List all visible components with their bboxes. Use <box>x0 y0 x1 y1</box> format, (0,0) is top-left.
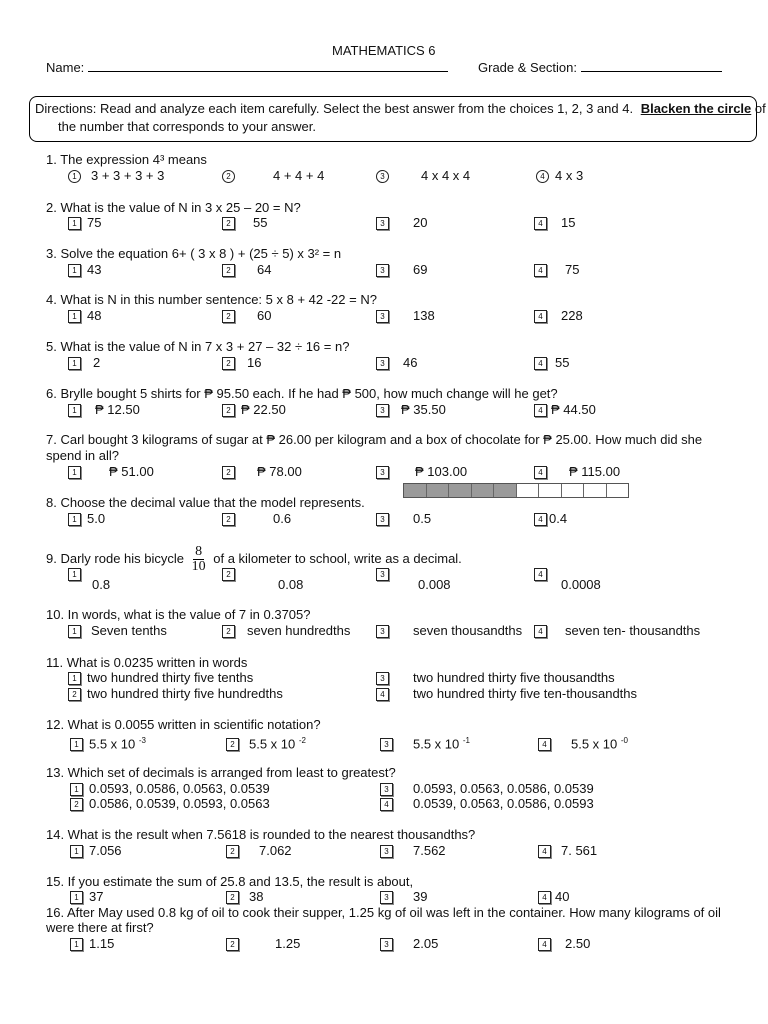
q8-option-3[interactable] <box>376 511 431 527</box>
question-4: 4. What is N in this number sentence: 5 x 8 + 42 -22 = N? <box>46 292 377 307</box>
name-blank[interactable] <box>88 59 448 72</box>
q9-option-4-text: 0.0008 <box>561 577 601 592</box>
option-text: 46 <box>403 355 418 370</box>
directions-text-after: of <box>754 101 766 116</box>
option-text: Seven tenths <box>91 623 167 638</box>
option-text: 5.5 x 10 <box>249 736 296 752</box>
option-box-icon[interactable]: 3 <box>376 625 389 638</box>
option-text: 1.25 <box>275 936 301 951</box>
directions-text: Directions: Read and analyze each item carefully. Select the best answer from the choices 1, 2, 3 and 4. <box>35 101 634 116</box>
option-text: two hundred thirty five hundredths <box>87 686 283 701</box>
option-box-icon[interactable]: 1 <box>68 357 81 370</box>
q3-option-3[interactable] <box>376 262 427 278</box>
option-box-icon[interactable]: 4 <box>380 798 393 811</box>
option-text: 1.15 <box>89 936 115 951</box>
grade-section-blank[interactable] <box>581 59 722 72</box>
option-text: 55 <box>555 355 570 370</box>
model-cell <box>472 484 495 497</box>
name-field[interactable] <box>46 59 448 76</box>
fraction-numerator: 8 <box>195 544 203 560</box>
q16-option-3[interactable] <box>380 936 438 952</box>
option-text: seven ten- thousandths <box>565 623 701 638</box>
option-box-icon[interactable]: 2 <box>222 357 235 370</box>
option-box-icon[interactable]: 3 <box>376 264 389 277</box>
q9-option-4[interactable] <box>534 566 553 582</box>
q12-option-4[interactable] <box>538 733 628 752</box>
q11-option-3[interactable] <box>376 670 615 686</box>
option-text: two hundred thirty five ten-thousandths <box>413 686 638 701</box>
option-text: 5.5 x 10 <box>89 736 136 752</box>
option-exponent: -2 <box>298 736 307 745</box>
q6-option-3[interactable] <box>376 402 446 418</box>
q10-option-1[interactable] <box>68 623 167 639</box>
option-text: 16 <box>247 355 262 370</box>
q4-option-3[interactable] <box>376 308 435 324</box>
model-cell <box>607 484 629 497</box>
option-text: ₱ 103.00 <box>415 464 468 479</box>
q11-option-4[interactable] <box>376 686 637 702</box>
option-text: ₱ 44.50 <box>551 402 596 417</box>
model-cell <box>494 484 517 497</box>
option-box-icon[interactable]: 2 <box>70 798 83 811</box>
option-box-icon[interactable]: 2 <box>222 310 235 323</box>
option-box-icon[interactable]: 4 <box>538 738 551 751</box>
q5-option-3[interactable] <box>376 355 417 371</box>
q5-option-2[interactable] <box>222 355 261 371</box>
option-text: ₱ 78.00 <box>257 464 302 479</box>
q3-option-2[interactable] <box>222 262 271 278</box>
question-16-line-2: were there at first? <box>46 920 154 935</box>
option-text: 7.056 <box>89 843 122 858</box>
option-text: 7. 561 <box>561 843 598 858</box>
q8-option-1[interactable] <box>68 511 105 527</box>
q1-option-1[interactable] <box>68 168 164 184</box>
option-text: 0.0539, 0.0563, 0.0586, 0.0593 <box>413 796 594 811</box>
q7-option-4[interactable] <box>534 464 620 480</box>
option-box-icon[interactable]: 4 <box>376 688 389 701</box>
option-box-icon[interactable]: 1 <box>68 217 81 230</box>
q1-option-2[interactable] <box>222 168 324 184</box>
option-text: 69 <box>413 262 428 277</box>
option-text: 5.5 x 10 <box>413 736 460 752</box>
question-7-line-1: 7. Carl bought 3 kilograms of sugar at ₱ 26.00 per kilogram and a box of chocolate for ₱ 25.00. How much did she <box>46 432 703 447</box>
model-cell <box>427 484 450 497</box>
option-text: 7.062 <box>259 843 292 858</box>
option-text: 138 <box>413 308 435 323</box>
option-box-icon[interactable]: 1 <box>68 672 81 685</box>
option-box-icon[interactable]: 1 <box>70 845 83 858</box>
option-text: 55 <box>253 215 268 230</box>
directions-emphasis: Blacken the circle <box>640 101 752 116</box>
option-text: 37 <box>89 889 104 904</box>
option-text: 64 <box>257 262 272 277</box>
question-1: 1. The expression 4³ means <box>46 152 207 167</box>
directions-line-1 <box>35 101 766 117</box>
q15-option-2[interactable] <box>226 889 263 905</box>
option-text: 75 <box>565 262 580 277</box>
model-cell <box>584 484 607 497</box>
option-circle-icon[interactable]: 1 <box>68 170 81 183</box>
q13-option-1[interactable] <box>70 781 270 797</box>
q6-option-1[interactable] <box>68 402 140 418</box>
q5-option-4[interactable] <box>534 355 569 371</box>
option-box-icon[interactable]: 3 <box>376 672 389 685</box>
q8-option-2[interactable] <box>222 511 291 527</box>
question-5: 5. What is the value of N in 7 x 3 + 27 – 32 ÷ 16 = n? <box>46 339 350 354</box>
question-7-line-2: spend in all? <box>46 448 119 463</box>
option-circle-icon[interactable]: 4 <box>536 170 549 183</box>
q12-option-3[interactable] <box>380 733 470 752</box>
option-box-icon[interactable]: 1 <box>68 264 81 277</box>
question-text-after: of a kilometer to school, write as a decimal. <box>213 551 462 566</box>
q13-option-4[interactable] <box>380 796 594 812</box>
q16-option-1[interactable] <box>70 936 114 952</box>
grade-section-label: Grade & Section: <box>478 60 577 75</box>
option-circle-icon[interactable]: 3 <box>376 170 389 183</box>
q10-option-2[interactable] <box>222 623 350 639</box>
option-box-icon[interactable]: 2 <box>222 625 235 638</box>
q3-option-4[interactable] <box>534 262 579 278</box>
q6-option-2[interactable] <box>222 402 286 418</box>
option-box-icon[interactable]: 2 <box>222 264 235 277</box>
q13-option-2[interactable] <box>70 796 270 812</box>
option-box-icon[interactable]: 3 <box>376 466 389 479</box>
option-text: 60 <box>257 308 272 323</box>
q7-option-1[interactable] <box>68 464 154 480</box>
q9-option-1[interactable] <box>68 566 87 582</box>
option-text: ₱ 22.50 <box>241 402 286 417</box>
q7-option-2[interactable] <box>222 464 302 480</box>
q7-option-3[interactable] <box>376 464 467 480</box>
question-9 <box>46 543 462 575</box>
option-box-icon[interactable]: 4 <box>538 845 551 858</box>
option-box-icon[interactable]: 3 <box>376 357 389 370</box>
option-text: 20 <box>413 215 428 230</box>
option-box-icon[interactable]: 4 <box>534 264 547 277</box>
option-text: 0.0593, 0.0586, 0.0563, 0.0539 <box>89 781 270 796</box>
option-box-icon[interactable]: 4 <box>534 357 547 370</box>
q3-option-1[interactable] <box>68 262 101 278</box>
question-6: 6. Brylle bought 5 shirts for ₱ 95.50 each. If he had ₱ 500, how much change will he get? <box>46 386 558 401</box>
q1-option-4[interactable] <box>536 168 583 184</box>
q11-option-1[interactable] <box>68 670 253 686</box>
option-text: 0.0586, 0.0539, 0.0593, 0.0563 <box>89 796 270 811</box>
q5-option-1[interactable] <box>68 355 100 371</box>
grade-section-field[interactable] <box>478 59 722 76</box>
option-text: 0.0593, 0.0563, 0.0586, 0.0539 <box>413 781 594 796</box>
q16-option-2[interactable] <box>226 936 300 952</box>
q8-option-4[interactable] <box>534 511 567 527</box>
option-box-icon[interactable]: 2 <box>222 404 235 417</box>
fraction <box>192 545 206 574</box>
option-box-icon[interactable]: 2 <box>226 845 239 858</box>
model-cell <box>517 484 540 497</box>
option-text: 4 x 4 x 4 <box>421 168 471 183</box>
model-cell <box>562 484 585 497</box>
question-3 <box>46 246 341 262</box>
option-text: 2.05 <box>413 936 439 951</box>
option-text: 5.0 <box>87 511 106 526</box>
q4-option-1[interactable] <box>68 308 101 324</box>
question-text: 9. Darly rode his bicycle <box>46 551 184 566</box>
option-box-icon[interactable]: 1 <box>68 466 81 479</box>
q6-option-4[interactable] <box>534 402 596 418</box>
option-text: 0.5 <box>413 511 432 526</box>
directions-line-2: the number that corresponds to your answer. <box>58 119 316 134</box>
option-box-icon[interactable]: 2 <box>222 568 235 581</box>
option-box-icon[interactable]: 2 <box>222 217 235 230</box>
option-box-icon[interactable]: 1 <box>70 738 83 751</box>
option-text: 15 <box>561 215 576 230</box>
option-box-icon[interactable]: 3 <box>380 845 393 858</box>
question-12: 12. What is 0.0055 written in scientific notation? <box>46 717 321 732</box>
option-text: 7.562 <box>413 843 446 858</box>
option-box-icon[interactable]: 1 <box>70 938 83 951</box>
option-box-icon[interactable]: 3 <box>376 568 389 581</box>
option-box-icon[interactable]: 3 <box>380 938 393 951</box>
option-box-icon[interactable]: 1 <box>68 404 81 417</box>
option-text: 0.6 <box>273 511 292 526</box>
option-box-icon[interactable]: 3 <box>380 783 393 796</box>
q14-option-3[interactable] <box>380 843 446 859</box>
option-text: 75 <box>87 215 102 230</box>
q14-option-2[interactable] <box>226 843 292 859</box>
option-box-icon[interactable]: 1 <box>70 891 83 904</box>
option-box-icon[interactable]: 2 <box>222 466 235 479</box>
option-box-icon[interactable]: 4 <box>534 466 547 479</box>
q9-option-3-text: 0.008 <box>418 577 451 592</box>
question-10: 10. In words, what is the value of 7 in 0.3705? <box>46 607 311 622</box>
q16-option-4[interactable] <box>538 936 590 952</box>
option-text: seven hundredths <box>247 623 351 638</box>
option-box-icon[interactable]: 4 <box>534 568 547 581</box>
page-title: MATHEMATICS 6 <box>332 43 436 58</box>
option-box-icon[interactable]: 2 <box>226 891 239 904</box>
option-text: 0.4 <box>549 511 568 526</box>
question-text: 3. Solve the equation 6+ ( 3 x 8 ) + (25 ÷ 5) x 3² = n <box>46 246 342 261</box>
option-box-icon[interactable]: 3 <box>376 217 389 230</box>
fraction-denominator: 10 <box>191 559 206 575</box>
option-box-icon[interactable]: 4 <box>534 310 547 323</box>
option-box-icon[interactable]: 4 <box>534 513 547 526</box>
q4-option-4[interactable] <box>534 308 583 324</box>
option-text: 39 <box>413 889 428 904</box>
option-exponent: -1 <box>462 736 471 745</box>
option-text: 4 + 4 + 4 <box>273 168 325 183</box>
option-box-icon[interactable]: 3 <box>380 891 393 904</box>
q2-option-4[interactable] <box>534 215 575 231</box>
q2-option-1[interactable] <box>68 215 101 231</box>
option-box-icon[interactable]: 4 <box>534 625 547 638</box>
option-text: 2.50 <box>565 936 591 951</box>
q4-option-2[interactable] <box>222 308 271 324</box>
q15-option-3[interactable] <box>380 889 427 905</box>
q14-option-1[interactable] <box>70 843 122 859</box>
option-text: 48 <box>87 308 102 323</box>
option-text: ₱ 51.00 <box>109 464 154 479</box>
q14-option-4[interactable] <box>538 843 597 859</box>
q1-option-3[interactable] <box>376 168 470 184</box>
q12-option-2[interactable] <box>226 733 306 752</box>
q9-option-1-text: 0.8 <box>92 577 111 592</box>
option-box-icon[interactable]: 2 <box>226 938 239 951</box>
q15-option-4[interactable] <box>538 889 569 905</box>
option-box-icon[interactable]: 4 <box>534 404 547 417</box>
option-box-icon[interactable]: 3 <box>376 310 389 323</box>
question-14: 14. What is the result when 7.5618 is rounded to the nearest thousandths? <box>46 827 476 842</box>
q2-option-3[interactable] <box>376 215 427 231</box>
question-8: 8. Choose the decimal value that the model represents. <box>46 495 365 510</box>
q2-option-2[interactable] <box>222 215 267 231</box>
q15-option-1[interactable] <box>70 889 103 905</box>
name-label: Name: <box>46 60 85 75</box>
option-text: 4 x 3 <box>555 168 584 183</box>
question-13: 13. Which set of decimals is arranged from least to greatest? <box>46 765 396 780</box>
option-box-icon[interactable]: 4 <box>534 217 547 230</box>
q9-option-2-text: 0.08 <box>278 577 304 592</box>
option-exponent: -0 <box>620 736 629 745</box>
question-16-line-1: 16. After May used 0.8 kg of oil to cook their supper, 1.25 kg of oil was left in the container. How many kilograms of oil <box>46 905 721 920</box>
option-box-icon[interactable]: 1 <box>70 783 83 796</box>
question-2: 2. What is the value of N in 3 x 25 – 20 = N? <box>46 200 301 215</box>
option-text: ₱ 35.50 <box>401 402 446 417</box>
model-cell <box>539 484 562 497</box>
question-11: 11. What is 0.0235 written in words <box>46 655 248 670</box>
option-text: seven thousandths <box>413 623 523 638</box>
option-box-icon[interactable]: 1 <box>68 568 81 581</box>
model-cell <box>404 484 427 497</box>
option-circle-icon[interactable]: 2 <box>222 170 235 183</box>
option-box-icon[interactable]: 3 <box>380 738 393 751</box>
option-text: ₱ 115.00 <box>569 464 621 479</box>
option-text: 43 <box>87 262 102 277</box>
q9-option-2[interactable] <box>222 566 241 582</box>
option-box-icon[interactable]: 1 <box>68 310 81 323</box>
option-box-icon[interactable]: 4 <box>538 891 551 904</box>
option-text: 38 <box>249 889 264 904</box>
q10-option-3[interactable] <box>376 623 522 639</box>
option-text: 2 <box>93 355 101 370</box>
option-text: 3 + 3 + 3 + 3 <box>91 168 165 183</box>
decimal-model-grid <box>403 483 629 498</box>
option-text: two hundred thirty five thousandths <box>413 670 615 685</box>
option-exponent: -3 <box>138 736 147 745</box>
option-text: two hundred thirty five tenths <box>87 670 254 685</box>
option-text: 228 <box>561 308 583 323</box>
option-text: 40 <box>555 889 570 904</box>
q9-option-3[interactable] <box>376 566 395 582</box>
q13-option-3[interactable] <box>380 781 594 797</box>
q11-option-2[interactable] <box>68 686 283 702</box>
option-box-icon[interactable]: 2 <box>222 513 235 526</box>
option-box-icon[interactable]: 3 <box>376 513 389 526</box>
option-box-icon[interactable]: 4 <box>538 938 551 951</box>
option-box-icon[interactable]: 1 <box>68 513 81 526</box>
q10-option-4[interactable] <box>534 623 700 639</box>
option-box-icon[interactable]: 2 <box>68 688 81 701</box>
model-cell <box>449 484 472 497</box>
option-box-icon[interactable]: 1 <box>68 625 81 638</box>
option-text: ₱ 12.50 <box>95 402 140 417</box>
q12-option-1[interactable] <box>70 733 146 752</box>
option-box-icon[interactable]: 2 <box>226 738 239 751</box>
option-box-icon[interactable]: 3 <box>376 404 389 417</box>
option-text: 5.5 x 10 <box>571 736 618 752</box>
question-15: 15. If you estimate the sum of 25.8 and 13.5, the result is about, <box>46 874 414 889</box>
